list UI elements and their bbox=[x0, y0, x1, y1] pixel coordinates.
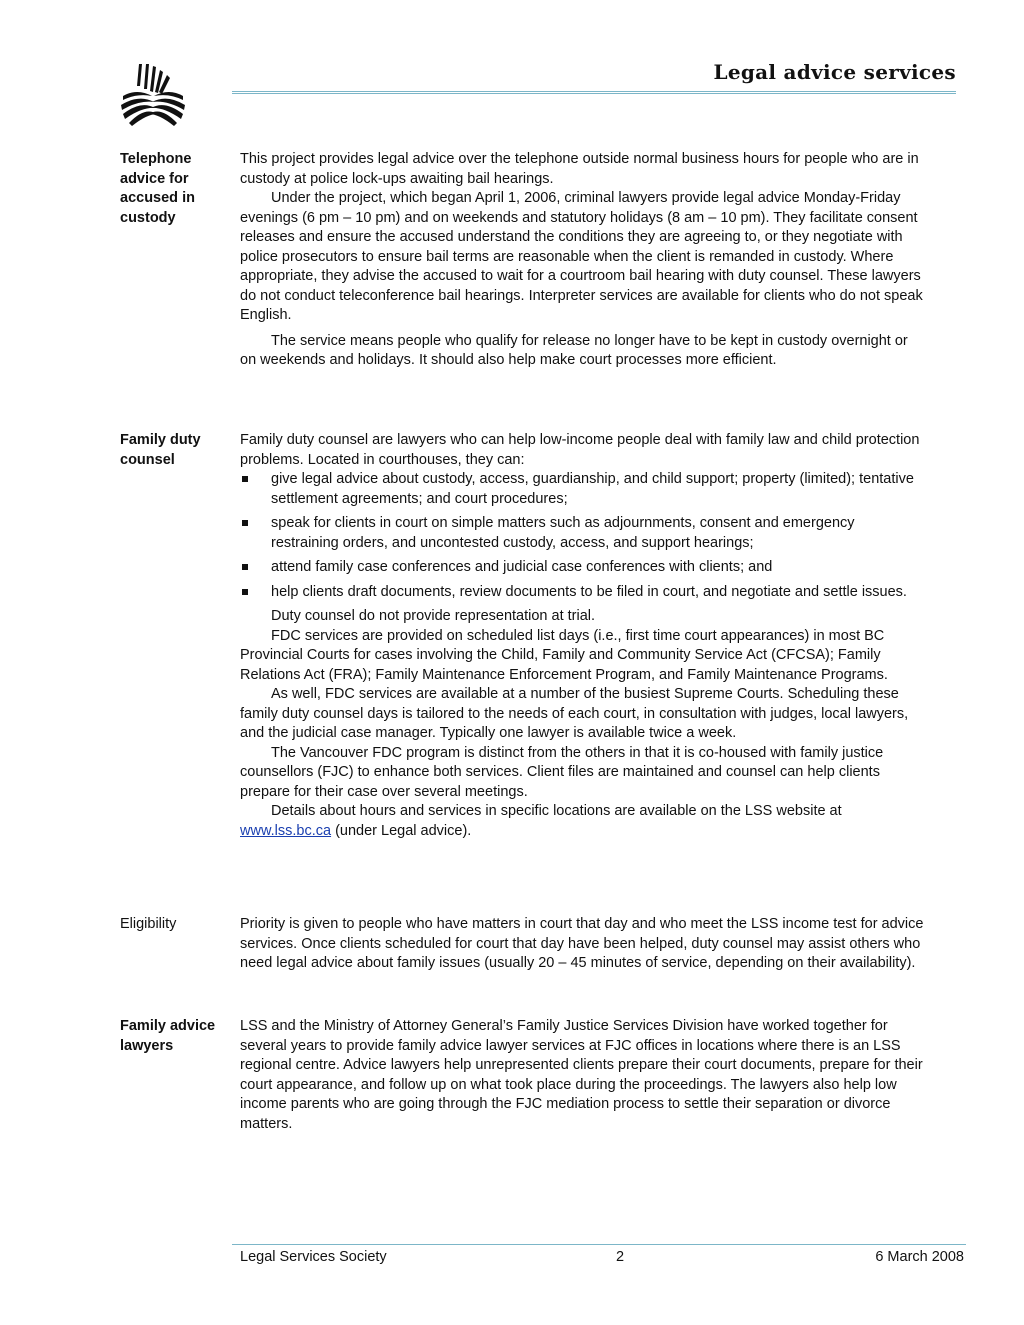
bullet-icon bbox=[242, 476, 248, 482]
list-item-text: help clients draft documents, review documents to be filed in court, and negotiate and settle issues. bbox=[271, 583, 907, 600]
details-text-start: Details about hours and services in specific locations are available on the LSS website at bbox=[271, 803, 842, 819]
list-item-text: attend family case conferences and judicial case conferences with clients; and bbox=[271, 559, 773, 575]
footer-org: Legal Services Society bbox=[240, 1249, 387, 1265]
paragraph: Priority is given to people who have matters in court that day and who meet the LSS income test for advice services. Once clients scheduled for court that day have been helped, duty counsel may assist others who need legal advice about family issues (usually 20 – 45 minutes of service, depending on their availability). bbox=[240, 916, 924, 971]
section-body-family-advice bbox=[240, 1017, 925, 1134]
page-title: Legal advice services bbox=[713, 60, 956, 84]
paragraph-details bbox=[240, 802, 925, 841]
paragraph: As well, FDC services are available at a number of the busiest Supreme Courts. Scheduling these family duty counsel days is tailored to the needs of each court, in consultation with judges, local lawyers, and the judicial case manager. Typically one lawyer is available twice a week. bbox=[240, 686, 909, 741]
paragraph: The Vancouver FDC program is distinct from the others in that it is co-housed with family justice counsellors (FJC) to enhance both services. Client files are maintained and counsel can help clients prepare for their case over several meetings. bbox=[240, 744, 884, 800]
list-item bbox=[240, 583, 925, 603]
paragraph: The service means people who qualify for release no longer have to be kept in custody overnight or on weekends and holidays. It should also help make court processes more efficient. bbox=[240, 332, 908, 368]
section-label-telephone: Telephone advice for accused in custody bbox=[120, 151, 195, 226]
bullet-icon bbox=[242, 589, 248, 595]
section-body-eligibility bbox=[240, 915, 925, 974]
list-item-text: give legal advice about custody, access, guardianship, and child support; property (limited); tentative settlement agreements; and court procedures; bbox=[271, 471, 914, 507]
list-item-text: speak for clients in court on simple matters such as adjournments, consent and emergency restraining orders, and uncontested custody, access, and support hearings; bbox=[271, 515, 855, 551]
paragraph: FDC services are provided on scheduled list days (i.e., first time court appearances) in most BC Provincial Courts for cases involving the Child, Family and Community Service Act (CFCSA); Family Relations Act (FRA); Family Maintenance Enforcement Program, and Family Maintenance Programs. bbox=[240, 627, 888, 683]
bullet-icon bbox=[242, 520, 248, 526]
list-item bbox=[240, 470, 925, 509]
section-body-telephone bbox=[240, 150, 925, 371]
list-item bbox=[240, 558, 925, 578]
list-item bbox=[240, 514, 925, 553]
lss-website-link[interactable]: www.lss.bc.ca bbox=[240, 822, 332, 839]
bullet-icon bbox=[242, 564, 248, 570]
details-text-end: (under Legal advice). bbox=[331, 822, 472, 839]
footer-divider bbox=[232, 1244, 966, 1245]
paragraph: This project provides legal advice over the telephone outside normal business hours for people who are in custody at police lock-ups awaiting bail hearings. bbox=[240, 151, 919, 187]
section-label-family-duty: Family duty counsel bbox=[120, 432, 201, 468]
section-label-eligibility: Eligibility bbox=[120, 916, 177, 932]
footer-page-number: 2 bbox=[616, 1249, 625, 1265]
paragraph: Duty counsel do not provide representation at trial. bbox=[271, 608, 596, 624]
bullet-list bbox=[240, 470, 925, 602]
paragraph: Family duty counsel are lawyers who can help low-income people deal with family law and child protection problems. Located in courthouses, they can: bbox=[240, 432, 920, 468]
paragraph: LSS and the Ministry of Attorney General’s Family Justice Services Division have worked together for several years to provide family advice lawyer services at FJC offices in locations where there is an LSS regional centre. Advice lawyers help unrepresented clients prepare their court documents, prepare for their court appearance, and follow up on what took place during the proceedings. The lawyers also help low income parents who are going through the FJC mediation process to settle their separation or divorce matters. bbox=[240, 1018, 923, 1132]
header-divider bbox=[232, 91, 956, 94]
paragraph: Under the project, which began April 1, 2006, criminal lawyers provide legal advice Monday-Friday evenings (6 pm – 10 pm) and on weekends and statutory holidays (8 am – 10 pm). They facilitate consent releases and ensure the accused understand the conditions they are agreeing to, or they negotiate with police prosecutors to ensure bail terms are reasonable when the client is remanded in custody. Where appropriate, they advise the accused to wait for a courtroom bail hearing with duty counsel. These lawyers do not conduct teleconference bail hearings. Interpreter services are available for clients who do not speak English. bbox=[240, 190, 923, 323]
footer-date: 6 March 2008 bbox=[875, 1249, 964, 1265]
section-label-family-advice: Family advice lawyers bbox=[120, 1018, 216, 1054]
lss-logo-icon bbox=[117, 62, 187, 128]
section-body-family-duty bbox=[240, 431, 925, 841]
